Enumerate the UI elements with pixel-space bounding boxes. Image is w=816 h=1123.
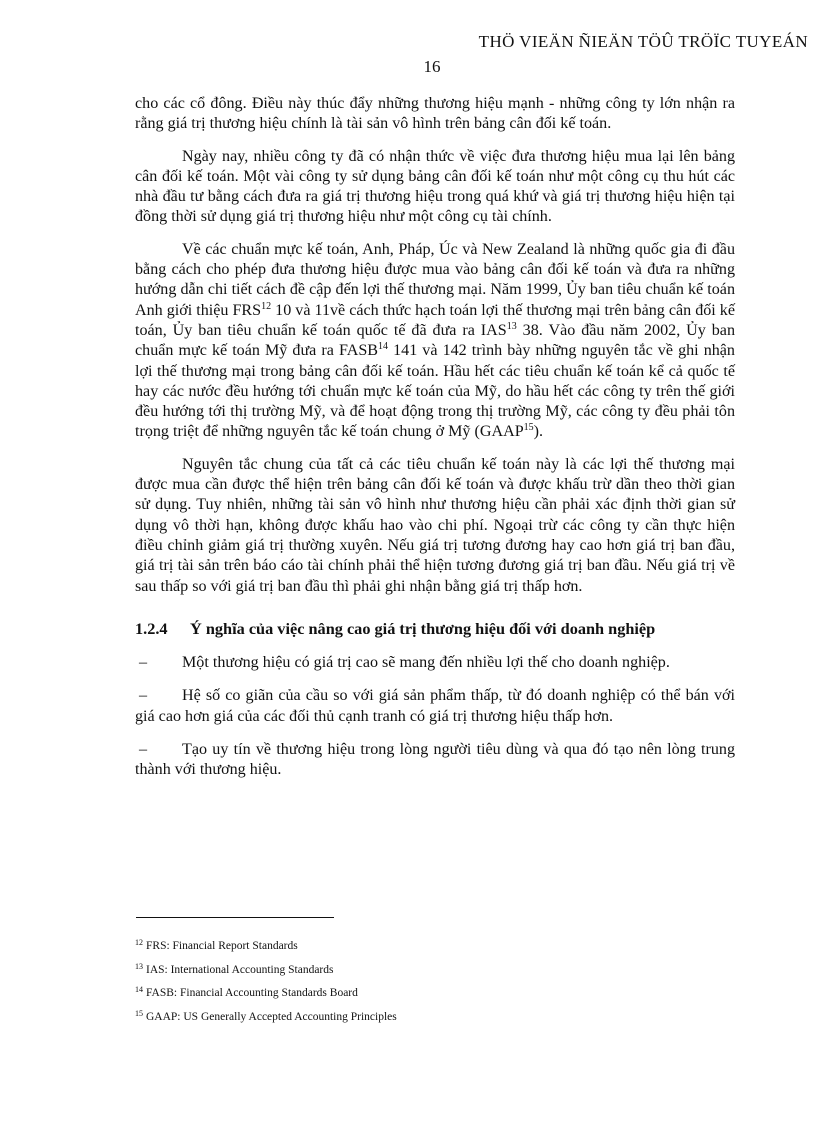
dash-marker: – bbox=[139, 654, 148, 672]
footnote-ref-15[interactable]: 15 bbox=[523, 422, 534, 434]
paragraph-3 bbox=[135, 240, 735, 443]
footnote-ref-13[interactable]: 13 bbox=[506, 320, 517, 332]
running-header: THÖ VIEÄN ÑIEÄN TÖÛ TRÖÏC TUYEÁN bbox=[478, 32, 808, 51]
footnote-mark: 15 bbox=[135, 1008, 143, 1018]
footnote-mark: 14 bbox=[135, 985, 143, 994]
bullet-item-3 bbox=[135, 740, 735, 781]
bullet-text: Một thương hiệu có giá trị cao sẽ mang đến nhiều lợi thế cho doanh nghiệp. bbox=[182, 654, 670, 672]
dash-marker: – bbox=[139, 741, 148, 759]
footnote-text: IAS: International Accounting Standards bbox=[146, 963, 334, 976]
footnote-mark: 13 bbox=[135, 961, 143, 971]
bullet-text: Hệ số co giãn của cầu so với giá sản phẩm thấp, từ đó doanh nghiệp có thể bán với giá cao hơn giá của các đối thủ cạnh tranh có giá trị thương hiệu thấp hơn. bbox=[135, 687, 735, 725]
section-number: 1.2.4 bbox=[135, 618, 168, 638]
footnote-mark: 12 bbox=[135, 938, 143, 947]
footnote-14 bbox=[135, 982, 397, 1006]
bullet-text: Tạo uy tín về thương hiệu trong lòng người tiêu dùng và qua đó tạo nên lòng trung thành với thương hiệu. bbox=[135, 741, 735, 779]
dash-marker: – bbox=[139, 687, 148, 705]
footnote-ref-12[interactable]: 12 bbox=[261, 300, 272, 312]
footnote-separator bbox=[136, 917, 334, 918]
footnote-ref-14[interactable]: 14 bbox=[378, 341, 389, 353]
footnote-text: FRS: Financial Report Standards bbox=[146, 940, 298, 952]
paragraph-2: Ngày nay, nhiều công ty đã có nhận thức về việc đưa thương hiệu mua lại lên bảng cân đối kế toán. Một vài công ty sử dụng bảng cân đối kế toán như một công cụ thu hút các nhà đầu tư bằng cách đưa ra giá trị thương hiệu trong quá khứ và giá trị thương hiệu hiện tại đồng thời sử dụng giá trị thương hiệu như một công cụ tài chính. bbox=[135, 147, 735, 226]
footnotes bbox=[135, 935, 397, 1029]
p3-text-2: 10 và 11về cách thức hạch toán lợi thế thương mại trên bảng cân đối kế toán, Ủy ban tiêu chuẩn kế toán quốc tế đã đưa ra IAS bbox=[135, 301, 735, 339]
footnote-13 bbox=[135, 959, 397, 983]
footnote-12 bbox=[135, 935, 397, 959]
p3-text-4: 141 và 142 trình bày những nguyên tắc về ghi nhận lợi thế thương mại trong bảng cân đối kế toán. Hầu hết các tiêu chuẩn kế toán kể cả quốc tế hay các nước đều hướng tới chuẩn mực kế toán của Mỹ, do hầu hết các công ty trên thế giới đều hướng tới thị trường Mỹ, và để hoạt động trong thị trường Mỹ, các công ty đều phải tôn trọng triệt để những nguyên tắc kế toán chung ở Mỹ (GAAP bbox=[135, 342, 735, 441]
footnote-text: GAAP: US Generally Accepted Accounting Principles bbox=[146, 1010, 397, 1023]
footnote-text: FASB: Financial Accounting Standards Board bbox=[146, 987, 358, 999]
p3-text-3: 38. Vào đầu năm 2002, Ủy ban chuẩn mực kế toán Mỹ đưa ra FASB bbox=[135, 321, 735, 360]
footnote-15 bbox=[135, 1006, 397, 1030]
page-body bbox=[135, 94, 735, 794]
p3-text-1: Về các chuẩn mực kế toán, Anh, Pháp, Úc và New Zealand là những quốc gia đi đầu bằng cách cho phép đưa thương hiệu được mua vào bảng cân đối kế toán và đưa ra những hướng dẫn chi tiết cách đề cập đến lợi thế thương mại. Năm 1999, Ủy ban tiêu chuẩn kế toán Anh giới thiệu FRS bbox=[135, 240, 735, 319]
paragraph-1: cho các cổ đông. Điều này thúc đẩy những thương hiệu mạnh - những công ty lớn nhận ra rằng giá trị thương hiệu chính là tài sản vô hình trên bảng cân đối kế toán. bbox=[135, 95, 735, 133]
page-number: 16 bbox=[423, 57, 441, 76]
paragraph-4: Nguyên tắc chung của tất cả các tiêu chuẩn kế toán này là các lợi thế thương mại được mua cần được thể hiện trên bảng cân đối kế toán và được khấu trừ dần theo thời gian sử dụng. Tuy nhiên, những tài sản vô hình như thương hiệu cần phải xác định thời gian sử dụng vô thời hạn, không được khấu hao vào chi phí. Ngoại trừ các công ty cần thực hiện điều chỉnh giảm giá trị thường xuyên. Nếu giá trị tương đương hay cao hơn giá trị ban đầu, giá trị tài sản trên báo cáo tài chính phải thể hiện tương đương giá trị ban đầu. Nếu giá trị về sau thấp so với giá trị ban đầu thì phải ghi nhận bằng giá trị thấp hơn. bbox=[135, 455, 735, 595]
bullet-item-2 bbox=[135, 686, 735, 727]
section-heading bbox=[135, 619, 735, 639]
p3-text-5: ). bbox=[533, 423, 544, 441]
bullet-item-1 bbox=[135, 653, 735, 673]
section-title: Ý nghĩa của việc nâng cao giá trị thương hiệu đối với doanh nghiệp bbox=[190, 618, 656, 638]
